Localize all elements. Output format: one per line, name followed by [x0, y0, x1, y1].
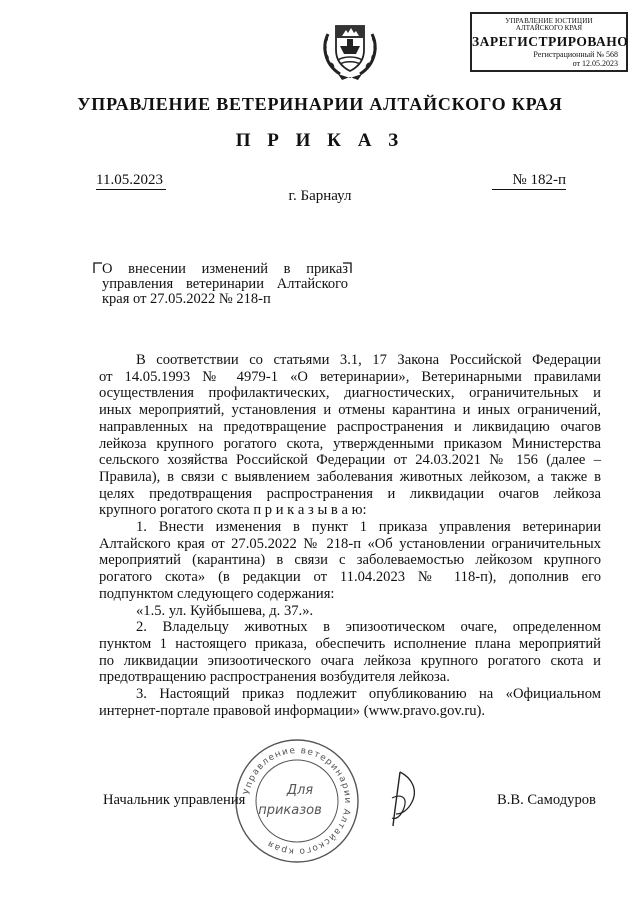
subject-line: О внесении изменений в приказ	[102, 261, 348, 277]
altai-krai-coat-of-arms-icon	[318, 16, 382, 82]
body-line: мероприятий (карантина) в связи с заболеваемостью лейкозом крупного	[99, 552, 601, 569]
organization-name: УПРАВЛЕНИЕ ВЕТЕРИНАРИИ АЛТАЙСКОГО КРАЯ	[77, 94, 563, 114]
item-3-paragraph	[99, 686, 601, 719]
preamble-paragraph	[99, 352, 601, 519]
registration-region: АЛТАЙСКОГО КРАЯ	[515, 24, 583, 32]
order-city: г. Барнаул	[288, 188, 352, 204]
svg-text:Управление ветеринарии Алтайск	[242, 746, 352, 856]
body-line: В соответствии со статьями 3.1, 17 Закона Российской Федерации	[136, 352, 601, 368]
body-line: направленных на предотвращение распространения и ликвидацию очагов	[99, 418, 601, 435]
registration-title: ЗАРЕГИСТРИРОВАНО	[472, 34, 629, 49]
body-line: целях предотвращения распространения и ликвидации очагов лейкоза	[99, 485, 601, 502]
order-body	[99, 352, 601, 719]
registration-date: от 12.05.2023	[572, 59, 618, 68]
signature-icon	[378, 768, 428, 830]
seal-center-line1: Для	[286, 783, 314, 798]
item-2-paragraph	[99, 619, 601, 686]
round-seal-stamp	[232, 736, 362, 866]
document-type: П Р И К А З	[235, 130, 405, 151]
body-line: иных мероприятий, установления и отмены карантина и иных ограничений,	[99, 402, 601, 419]
subject-line: управления ветеринарии Алтайского	[102, 276, 348, 292]
item-1-quote: «1.5. ул. Куйбышева, д. 37.».	[136, 602, 314, 619]
item-1-paragraph	[99, 519, 601, 619]
registration-authority: УПРАВЛЕНИЕ ЮСТИЦИИ	[505, 17, 593, 25]
body-line: лейкоза крупного рогатого скота, утвержденными приказом Министерства	[99, 435, 601, 452]
body-line: пунктом 1 настоящего приказа, обеспечить исполнение плана мероприятий	[99, 635, 601, 652]
body-line: рогатого скота» (в редакции от 11.04.2023 № 118-п), дополнив его	[99, 569, 601, 586]
body-line: крупного рогатого скота п р и к а з ы в а ю:	[99, 502, 367, 519]
order-subject	[102, 262, 348, 307]
body-line: Правила), в связи с выявлением заболевания животных лейкозом, а также в	[99, 468, 601, 485]
order-number: № 182-п	[492, 172, 566, 190]
signatory-name: В.В. Самодуров	[497, 792, 596, 808]
body-line: 3. Настоящий приказ подлежит опубликованию на «Официальном	[136, 686, 601, 703]
registration-number: Регистрационный № 568	[533, 50, 618, 59]
subject-line: края от 27.05.2022 № 218-п	[102, 291, 271, 307]
body-line: предотвращению распространения возбудителя лейкоза.	[99, 669, 450, 686]
body-line: интернет-портале правовой информации» (www.pravo.gov.ru).	[99, 702, 486, 719]
body-line: по ликвидации эпизоотического очага лейкоза крупного рогатого скота и	[99, 652, 601, 669]
body-line: от 14.05.1993 № 4979-1 «О ветеринарии», Ветеринарными правилами	[99, 368, 601, 385]
body-line: осуществления профилактических, диагностических, ограничительных и	[99, 385, 601, 402]
registration-stamp	[470, 12, 628, 72]
seal-center-line2: приказов	[258, 803, 322, 818]
body-line: Алтайского края от 27.05.2022 № 218-п «Об установлении ограничительных	[99, 535, 601, 552]
body-line: подпунктом следующего содержания:	[99, 585, 335, 602]
body-line: 2. Владельцу животных в эпизоотическом очаге, определенном	[136, 619, 601, 636]
order-date: 11.05.2023	[96, 172, 166, 190]
body-line: 1. Внести изменения в пункт 1 приказа управления ветеринарии	[136, 519, 601, 536]
seal-ring-text: Управление ветеринарии Алтайского края	[242, 745, 353, 857]
signatory-position: Начальник управления	[103, 792, 246, 808]
body-line: сельского хозяйства Российской Федерации от 24.03.2021 № 156 (далее –	[99, 452, 601, 469]
